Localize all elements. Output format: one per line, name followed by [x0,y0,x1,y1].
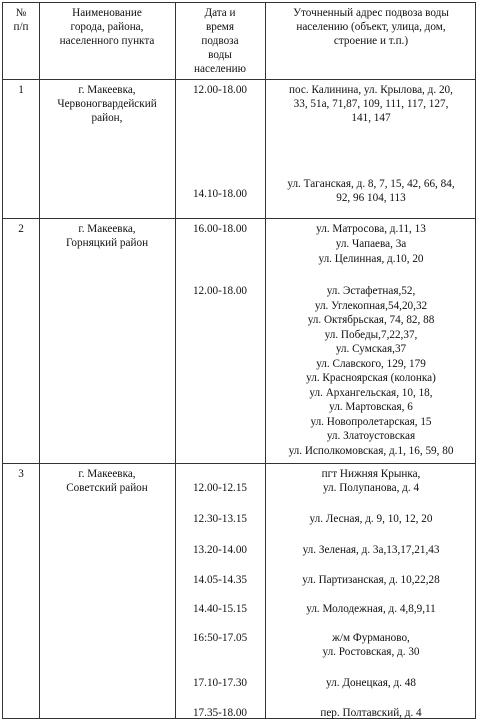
row-2-address-line: ул. Победы,7,22,37, [324,328,418,341]
row-2-address-line: ул. Архангельская, 10, 18, [309,386,433,399]
row-divider [3,218,476,219]
header-time [175,6,265,76]
row-2-address-a [265,222,477,267]
row-3-address: ул. Донецкая, д. 48 [326,677,416,689]
row-3-address: ул. Зеленая, д. 3а,13,17,21,43 [302,544,440,556]
row-3-address: пер. Полтавский, д. 4 [320,707,422,719]
header-name-line: населенного пункта [59,35,155,47]
row-1-name-line: г. Макеевка, [78,84,136,96]
row-3-time: 13.20-14.00 [192,544,248,556]
header-num-line: п/п [13,21,29,33]
header-num-line: № [15,7,27,19]
row-1-address-line: 33, 51а, 71,87, 109, 111, 117, 127, [293,98,449,110]
row-1-time-a: 12.00-18.00 [192,84,248,96]
row-1-name-line: Червоногвардейский [57,98,157,110]
row-3-time: 14.05-14.35 [192,574,248,586]
row-3-address-line: ул. Ростовская, д. 30 [322,646,420,658]
row-2-address-line: ул. Красноярская (колонка) [306,372,436,384]
header-time-line: воды [208,49,232,61]
water-schedule-table [2,2,476,719]
row-3-time: 17.35-18.00 [192,707,248,719]
row-2-address-line: ул. Эстафетная,52, [326,285,416,297]
row-3-address: ул. Лесная, д. 9, 10, 12, 20 [309,513,433,525]
row-2-address-b [265,284,477,458]
header-name-line: города, района, [70,21,144,33]
row-2-address-line: ул. Новопролетарская, 15 [310,415,432,428]
header-time-line: подвоза [201,35,239,47]
header-address-line: строение и т.п.) [333,35,409,47]
row-1-address-line: пос. Калинина, ул. Крылова, д. 20, [289,84,453,96]
row-3-name [39,467,175,495]
header-time-line: время [205,21,235,33]
header-address-line: населению (объект, улица, дом, [296,21,446,33]
row-2-address-line: ул. Мартовская, 6 [329,401,413,413]
row-2-address-line: ул. Исполкомовская, д.1, 16, 59, 80 [288,444,454,457]
row-2-address-line: ул. Сумская,37 [335,343,407,355]
row-3-time: 12.00-12.15 [192,482,248,494]
row-3-name-line: г. Макеевка, [78,468,136,480]
row-1-name-line: район, [91,112,123,124]
row-2-address-line: ул. Златоустовская [326,430,416,442]
header-name-line: Наименование [72,7,142,19]
row-1-time-b: 14.10-18.00 [192,188,248,200]
header-time-line: Дата и [204,7,236,19]
header-address [265,6,477,48]
row-3-address-line: пгт Нижняя Крынка, [321,468,421,480]
row-2-address-line: ул. Октябрьская, 74, 82, 88 [307,314,435,326]
row-2-name-line: Горняцкий район [65,237,149,249]
row-1-name [39,83,175,125]
row-1-num: 1 [18,84,24,96]
row-2-name-line: г. Макеевка, [78,223,136,235]
row-3-time: 14.40-15.15 [192,603,248,615]
row-3-time: 12.30-13.15 [192,513,248,525]
header-num [3,6,39,34]
header-address-line: Уточненный адрес подвоза воды [293,7,449,19]
row-3-address-line: ул. Полупанова, д. 4 [322,482,420,494]
row-2-address-line: ул. Славского, 129, 179 [316,357,426,370]
row-2-name [39,222,175,250]
row-2-address-line: ул. Углекопная,54,20,32 [314,299,428,312]
row-1-address-b [265,177,477,205]
row-1-address-a [265,83,477,125]
row-2-address-line: ул. Матросова, д.11, 13 [316,223,426,235]
row-2-time-b: 12.00-18.00 [192,285,248,297]
row-3-time: 16:50-17.05 [192,632,248,644]
row-divider [3,463,476,464]
row-3-address [265,467,477,495]
row-3-address: ул. Молодежная, д. 4,8,9,11 [306,603,436,615]
row-2-time-a: 16.00-18.00 [192,223,248,235]
row-1-address-line: ул. Таганская, д. 8, 7, 15, 42, 66, 84, [287,178,455,190]
row-divider [3,79,476,80]
row-3-num: 3 [18,468,24,480]
row-2-address-line: ул. Чапаева, 3а [335,238,407,250]
row-3-name-line: Советский район [66,482,148,494]
row-3-address: ул. Партизанская, д. 10,22,28 [302,574,440,586]
row-1-address-line: 141, 147 [351,112,391,124]
header-time-line: населению [194,63,246,75]
row-1-address-line: 92, 96 104, 113 [336,192,406,204]
row-3-address [265,631,477,659]
header-name [39,6,175,48]
row-2-address-line: ул. Целинная, д.10, 20 [318,253,424,265]
row-2-num: 2 [18,223,24,235]
row-3-address-line: ж/м Фурманово, [332,632,410,644]
row-3-time: 17.10-17.30 [192,677,248,689]
